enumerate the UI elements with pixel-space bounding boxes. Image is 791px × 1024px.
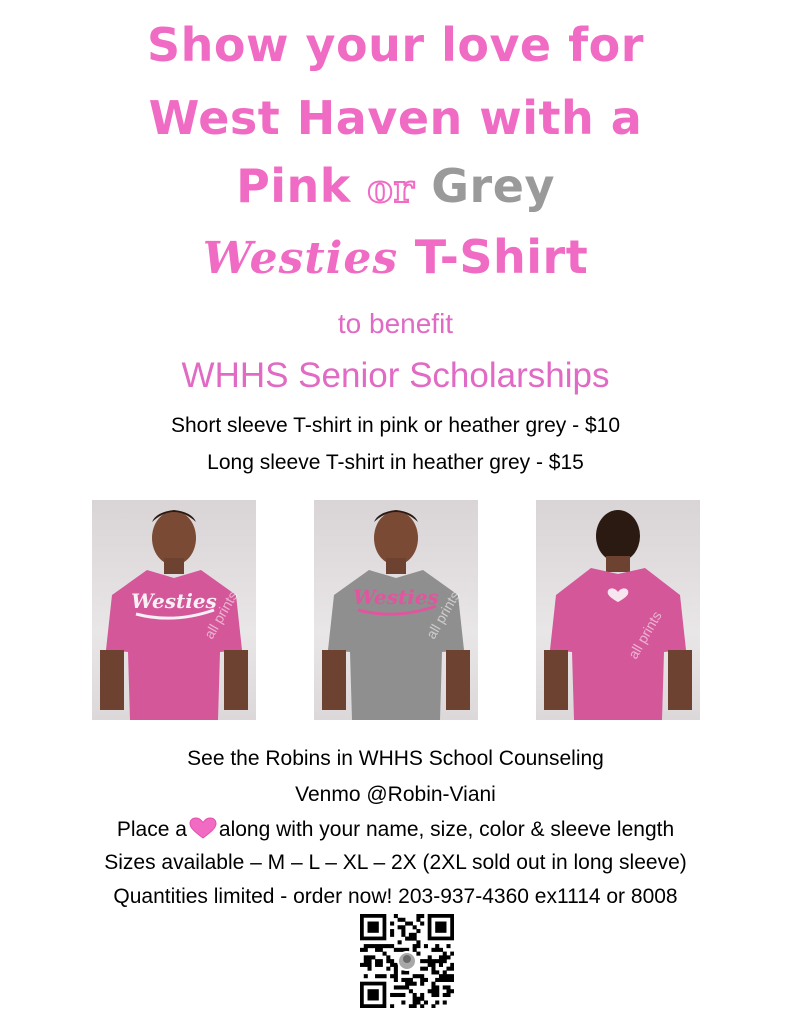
heart-icon xyxy=(189,817,217,845)
shirt-logo-text: Westies xyxy=(353,585,439,609)
qr-code[interactable] xyxy=(360,914,454,1008)
watermark: all prints xyxy=(422,588,463,642)
pink-shirt-front-photo xyxy=(92,500,256,720)
venmo-text: Venmo @Robin-Viani xyxy=(295,783,496,806)
westies-word: Westies xyxy=(202,233,399,284)
pink-word: Pink xyxy=(236,159,351,213)
grey-word: Grey xyxy=(431,159,555,213)
order-suffix: along with your name, size, color & sleeve length xyxy=(218,818,675,841)
watermark: all prints xyxy=(624,608,665,662)
pink-shirt-back-photo xyxy=(536,500,700,720)
counseling-text: See the Robins in WHHS School Counseling xyxy=(187,747,604,770)
tshirt-word: T-Shirt xyxy=(414,230,589,284)
headline-line-1: Show your love for xyxy=(147,18,644,72)
sizes-text: Sizes available – M – L – XL – 2X (2XL sold out in long sleeve) xyxy=(104,851,687,874)
grey-shirt-front-photo xyxy=(314,500,478,720)
price-long-sleeve: Long sleeve T-shirt in heather grey - $15 xyxy=(207,451,584,474)
headline-line-2: West Haven with a xyxy=(148,91,643,145)
headline-line-3 xyxy=(0,159,791,213)
order-instructions xyxy=(0,817,791,845)
benefit-text: to benefit xyxy=(337,308,454,339)
scholarship-title: WHHS Senior Scholarships xyxy=(181,356,610,395)
contact-text: Quantities limited - order now! 203-937-4360 ex1114 or 8008 xyxy=(113,885,678,908)
order-prefix: Place a xyxy=(116,818,187,841)
watermark: all prints xyxy=(200,588,241,642)
headline-line-4 xyxy=(0,230,791,284)
shirt-logo-text: Westies xyxy=(131,589,217,613)
price-short-sleeve: Short sleeve T-shirt in pink or heather grey - $10 xyxy=(170,414,620,437)
or-word: or xyxy=(367,166,415,211)
